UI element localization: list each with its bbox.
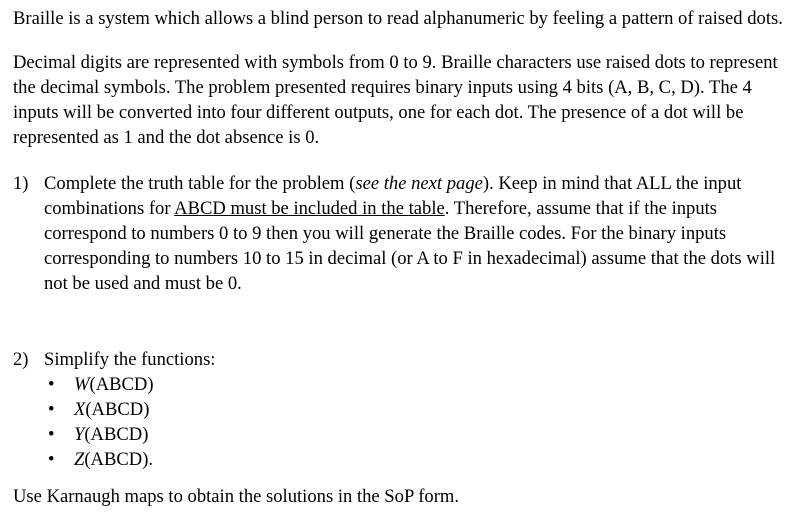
function-name: Y [74,424,85,445]
question-1-text-b: ). Keep in mind that ALL the input combinations for [44,173,742,219]
function-name: X [74,399,86,420]
function-list-item [44,397,798,422]
bullet-icon: • [48,424,55,445]
document-page [13,6,798,509]
bullet-icon: • [48,449,55,470]
function-list-item [44,422,798,447]
function-args: (ABCD) [85,399,150,420]
function-name: Z [74,449,85,470]
function-name: W [74,374,90,395]
function-list-item [44,447,798,472]
function-args: (ABCD) [84,424,149,445]
function-args: (ABCD). [84,449,154,470]
function-list [13,372,798,472]
intro-paragraph: Braille is a system which allows a blind person to read alphanumeric by feeling a pattern of raised dots. [13,8,783,29]
question-2 [13,347,798,372]
question-1-text-a: Complete the truth table for the problem ( [44,173,356,194]
function-list-item [44,372,798,397]
question-1-text-c: . Therefore, assume that if the inputs correspond to numbers 0 to 9 then you will generate the Braille codes. For the binary inputs corresponding to numbers 10 to 15 in decimal (or A to F in hexadecimal) assume that the dots will not be used and must be 0. [44,198,776,294]
question-2-number: 2) [13,349,29,370]
question-1-italic-text: see the next page [355,173,483,194]
question-1-underlined-text: ABCD must be included in the table [174,198,445,219]
description-paragraph: Decimal digits are represented with symbols from 0 to 9. Braille characters use raised dots to represent the decimal symbols. The problem presented requires binary inputs using 4 bits (A, B, C, D). The 4 inputs will be converted into four different outputs, one for each dot. The presence of a dot will be represented as 1 and the dot absence is 0. [13,52,778,148]
bullet-icon: • [48,374,55,395]
question-1 [13,171,798,296]
question-1-number: 1) [13,173,29,194]
bullet-icon: • [48,399,55,420]
function-args: (ABCD) [89,374,154,395]
question-2-text: Simplify the functions: [44,349,216,370]
closing-paragraph: Use Karnaugh maps to obtain the solutions in the SoP form. [13,486,460,507]
